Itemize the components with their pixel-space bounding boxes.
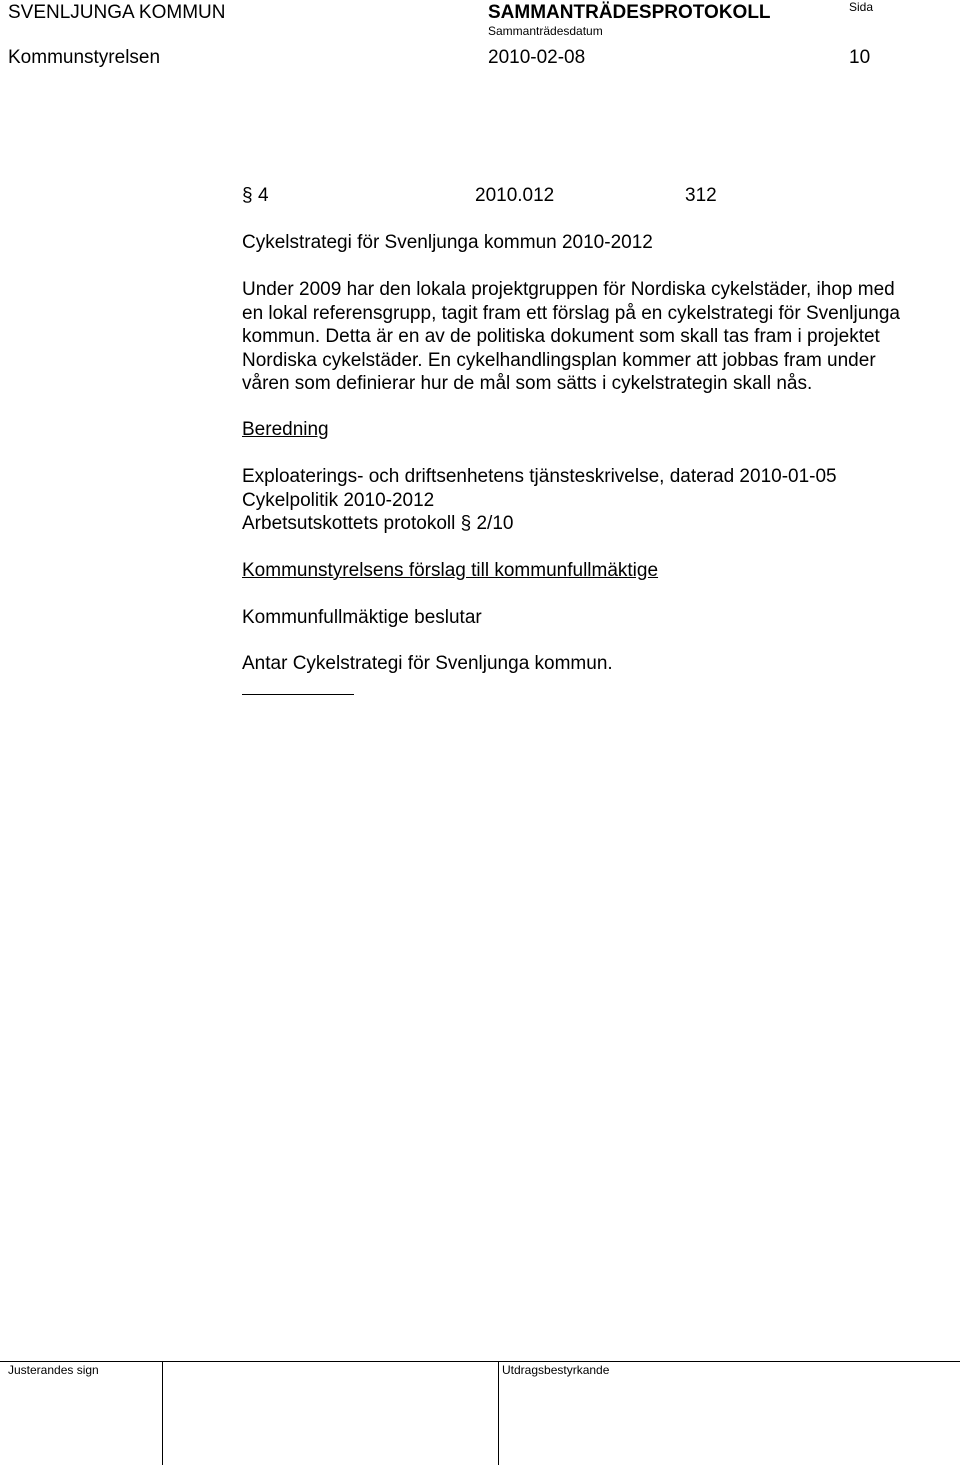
committee-name: Kommunstyrelsen (8, 47, 161, 68)
case-number: 2010.012 (475, 185, 555, 206)
description-line: kommun. Detta är en av de politiska dokument som skall tas fram i projektet (242, 326, 880, 347)
footer-top-border (0, 1361, 960, 1362)
paragraph-number: 4 (258, 185, 269, 206)
page-number: 10 (849, 47, 871, 68)
decision-heading: Kommunfullmäktige beslutar (242, 607, 482, 628)
protocol-reference (242, 512, 954, 536)
adjuster-sign-label: Justerandes sign (8, 1363, 99, 1377)
description-line: våren som definierar hur de mål som sätts i cykelstrategin skall nås. (242, 373, 813, 394)
meeting-date: 2010-02-08 (488, 47, 586, 68)
preparation-list (242, 465, 954, 536)
protocol-ref-text: Arbetsutskottets protokoll (242, 513, 456, 534)
description-line: en lokal referensgrupp, tagit fram ett förslag på en cykelstrategi för Svenljunga (242, 302, 900, 324)
item-description (242, 278, 954, 396)
footer-divider (162, 1361, 163, 1465)
organization-name: SVENLJUNGA KOMMUN (8, 2, 226, 23)
page-label: Sida (849, 0, 874, 14)
item-title: Cykelstrategi för Svenljunga kommun 2010-2012 (242, 232, 653, 253)
section-sign: § (242, 185, 253, 206)
proposal-heading: Kommunstyrelsens förslag till kommunfullmäktige (242, 560, 659, 581)
document-type: SAMMANTRÄDESPROTOKOLL (488, 2, 771, 23)
description-line: Nordiska cykelstäder. En cykelhandlingsplan kommer att jobbas fram under (242, 349, 876, 371)
protocol-ref-section-sign: § (460, 513, 472, 534)
preparation-heading: Beredning (242, 419, 329, 440)
decision-text: Antar Cykelstrategi för Svenljunga kommun. (242, 653, 613, 674)
preparation-item: Exploaterings- och driftsenhetens tjänsteskrivelse, daterad 2010-01-05 (242, 466, 837, 487)
description-line: Under 2009 har den lokala projektgruppen för Nordiska cykelstäder, ihop med (242, 279, 895, 300)
footer-divider (498, 1361, 499, 1465)
preparation-item: Cykelpolitik 2010-2012 (242, 489, 435, 511)
protocol-ref-number: 2/10 (476, 513, 514, 534)
meeting-date-label: Sammanträdesdatum (488, 24, 603, 38)
archive-code: 312 (685, 185, 717, 206)
end-rule (242, 694, 354, 695)
extract-certified-label: Utdragsbestyrkande (502, 1363, 610, 1377)
